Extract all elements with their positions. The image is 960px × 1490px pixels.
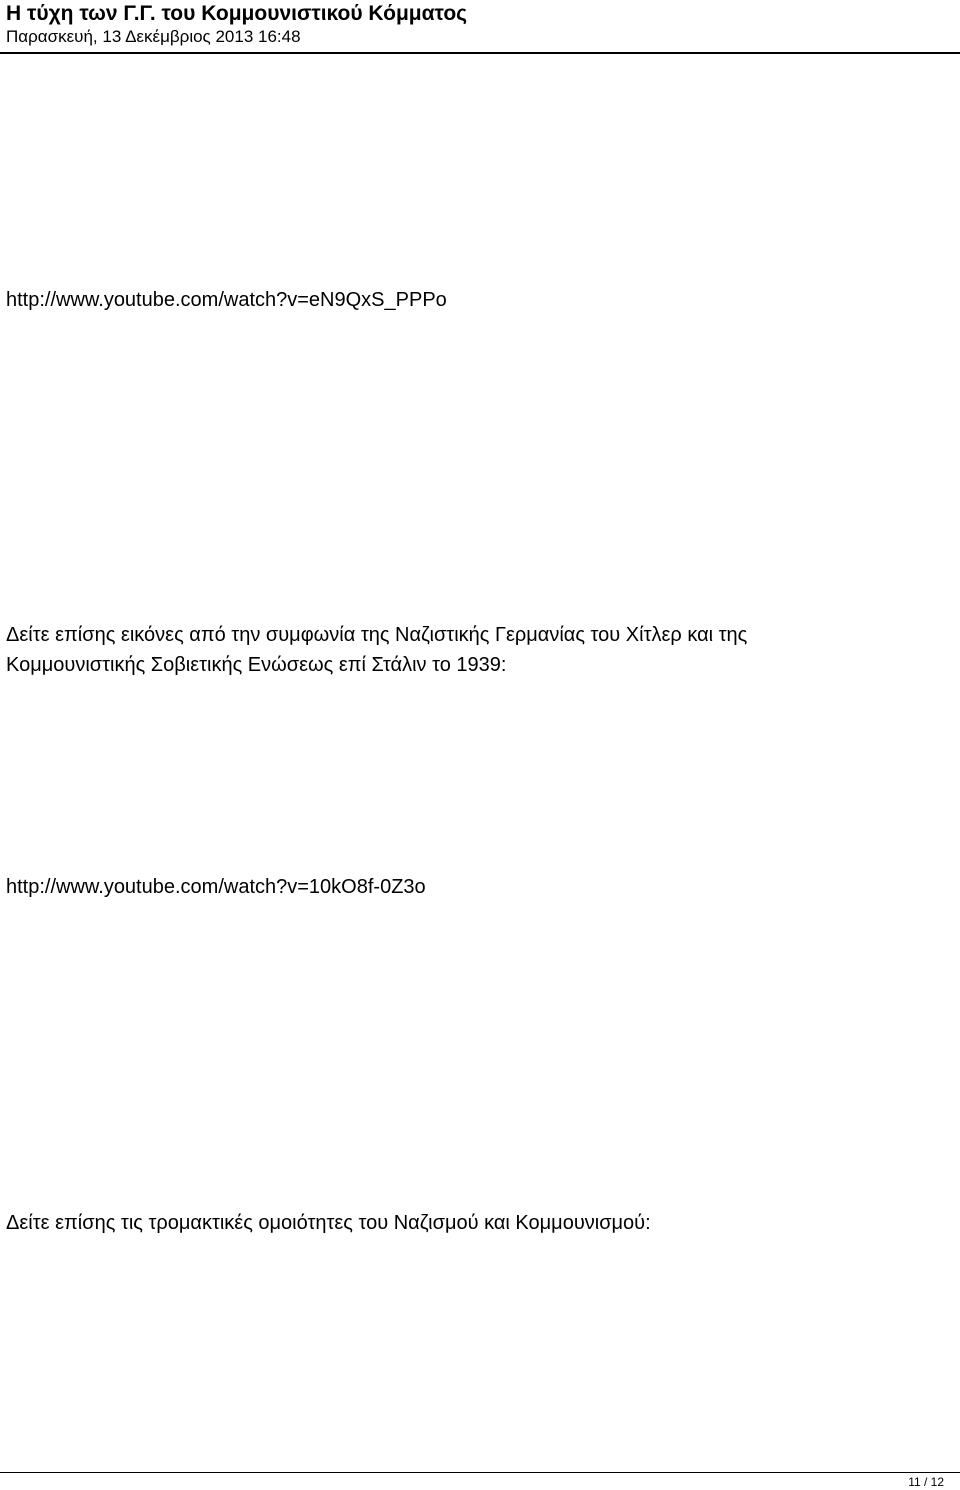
youtube-link-1[interactable]: http://www.youtube.com/watch?v=eN9QxS_PPPo xyxy=(6,289,447,311)
page-number: 11 / 12 xyxy=(908,1475,944,1489)
page-header xyxy=(0,0,960,54)
paragraph-1-line-1: Δείτε επίσης εικόνες από την συμφωνία της Ναζιστικής Γερμανίας του Χίτλερ και της xyxy=(6,624,748,646)
paragraph-1-line-2: Κομμουνιστικής Σοβιετικής Ενώσεως επί Στάλιν το 1939: xyxy=(6,654,507,676)
footer-divider xyxy=(0,1472,960,1473)
article-title: Η τύχη των Γ.Γ. του Κομμουνιστικού Κόμματος xyxy=(6,2,468,25)
paragraph-2: Δείτε επίσης τις τρομακτικές ομοιότητες του Ναζισμού και Κομμουνισμού: xyxy=(6,1212,651,1234)
header-divider xyxy=(0,52,960,54)
youtube-link-2[interactable]: http://www.youtube.com/watch?v=10kO8f-0Z3o xyxy=(6,876,426,898)
article-date: Παρασκευή, 13 Δεκέμβριος 2013 16:48 xyxy=(6,27,301,46)
